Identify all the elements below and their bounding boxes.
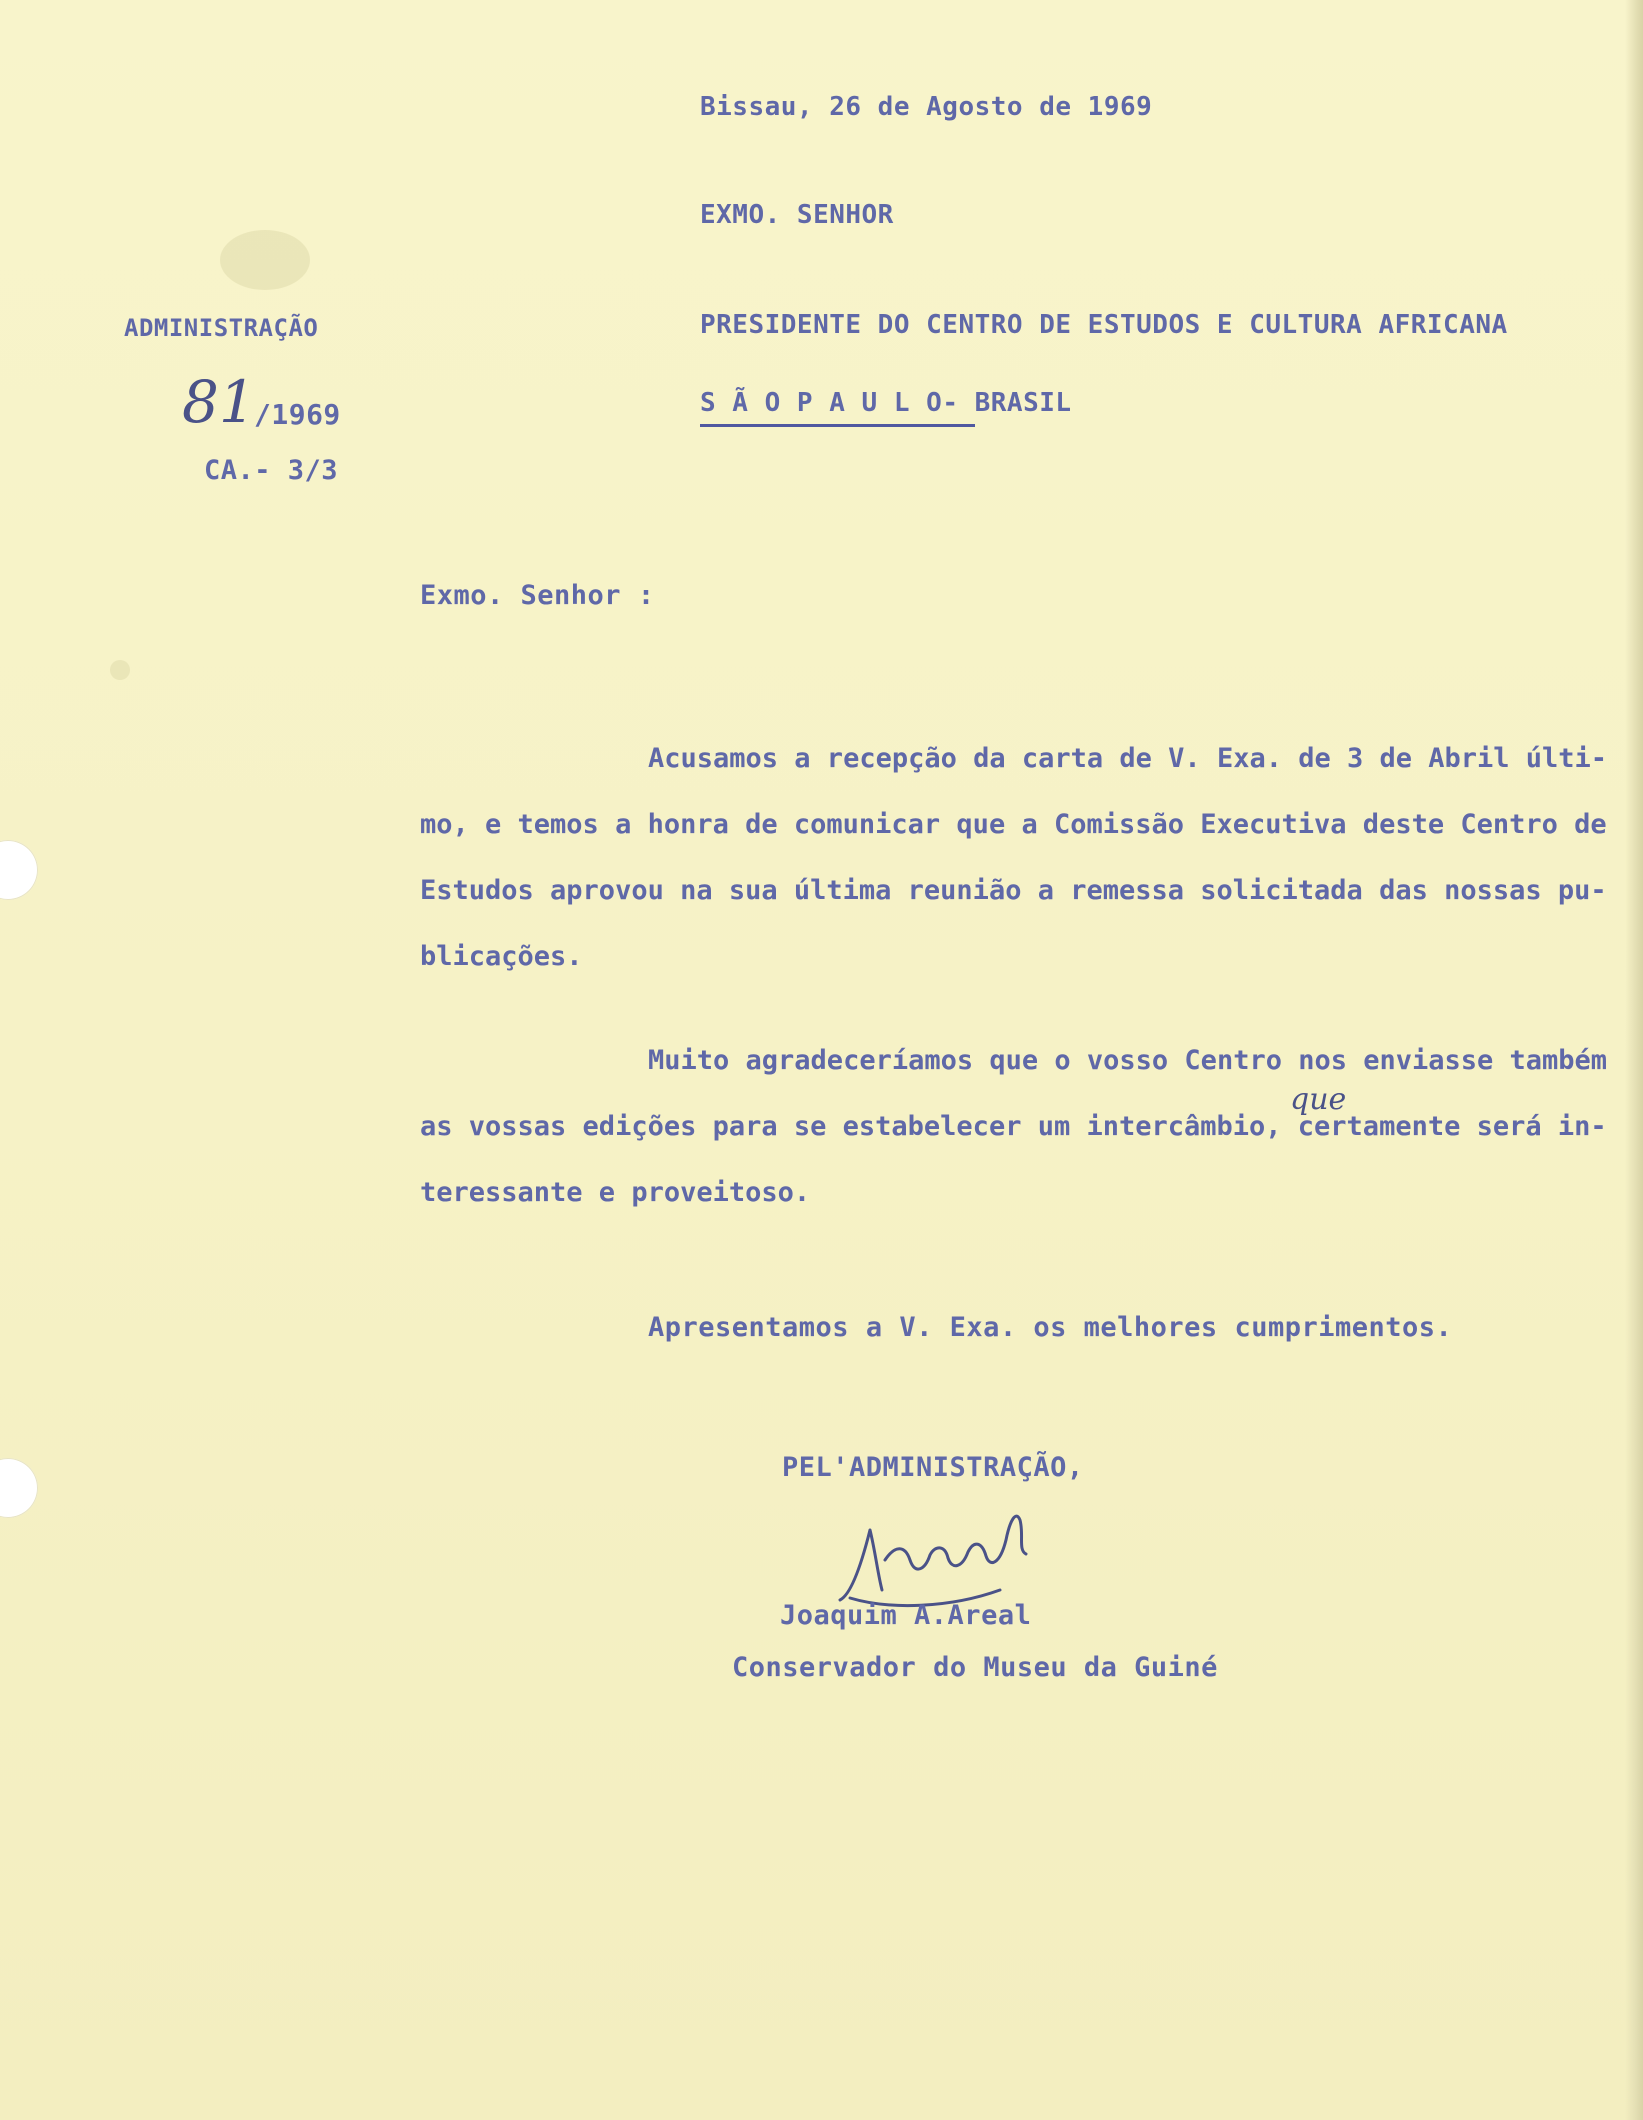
- city-underline: [700, 424, 975, 427]
- handwritten-insert: que: [1290, 1082, 1347, 1117]
- signatory-title: Conservador do Museu da Guiné: [732, 1652, 1218, 1683]
- on-behalf-line: PEL'ADMINISTRAÇÃO,: [782, 1452, 1084, 1483]
- paragraph-line: blicações.: [420, 941, 583, 972]
- paragraph-2: [420, 1028, 1620, 1226]
- letter-date: Bissau, 26 de Agosto de 1969: [700, 92, 1153, 122]
- paper-stain: [110, 660, 130, 680]
- paragraph-line: Muito agradeceríamos que o vosso Centro nos enviasse também: [648, 1045, 1608, 1076]
- punch-hole-bottom: [0, 1458, 38, 1518]
- recipient-line: PRESIDENTE DO CENTRO DE ESTUDOS E CULTURA AFRICANA: [700, 310, 1508, 340]
- closing-line: Apresentamos a V. Exa. os melhores cumprimentos.: [648, 1312, 1453, 1343]
- country-name: - BRASIL: [942, 388, 1072, 418]
- signatory-name: Joaquim A.Areal: [780, 1600, 1032, 1631]
- page-edge-shadow: [1625, 0, 1643, 2120]
- reference-year: /1969: [254, 398, 341, 431]
- paragraph-line: teressante e proveitoso.: [420, 1177, 811, 1208]
- reference-code: CA.- 3/3: [204, 455, 339, 486]
- paragraph-line: mo, e temos a honra de comunicar que a Comissão Executiva deste Centro de: [420, 809, 1607, 840]
- greeting: Exmo. Senhor :: [420, 580, 655, 611]
- recipient-city: [700, 388, 1072, 418]
- paragraph-line: Acusamos a recepção da carta de V. Exa. de 3 de Abril últi-: [648, 743, 1608, 774]
- paragraph-line: as vossas edições para se estabelecer um intercâmbio, certamente será in-: [420, 1111, 1607, 1142]
- paragraph-1: [420, 726, 1620, 990]
- punch-hole-top: [0, 840, 38, 900]
- paper-stain: [220, 230, 310, 290]
- salutation-top: EXMO. SENHOR: [700, 200, 894, 230]
- city-name: S Ã O P A U L O: [700, 388, 943, 418]
- reference-number-handwritten: 81: [182, 368, 256, 436]
- department-label: ADMINISTRAÇÃO: [124, 314, 319, 342]
- paragraph-line: Estudos aprovou na sua última reunião a remessa solicitada das nossas pu-: [420, 875, 1607, 906]
